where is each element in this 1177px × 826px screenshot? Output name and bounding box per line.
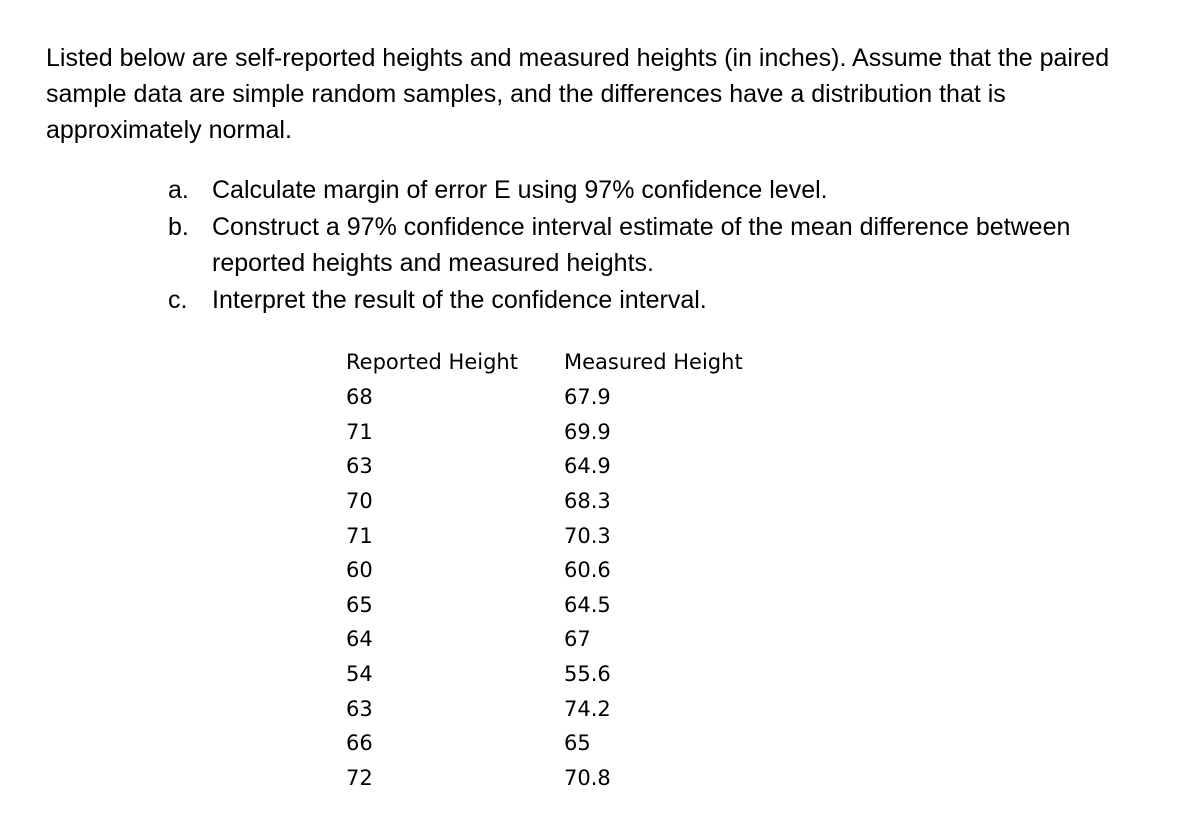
measured-cell: 65 bbox=[564, 731, 591, 756]
question-list bbox=[168, 172, 1148, 318]
column-header-reported: Reported Height bbox=[346, 350, 518, 374]
measured-cell: 64.9 bbox=[564, 454, 611, 479]
reported-cell: 54 bbox=[346, 662, 373, 687]
measured-cell: 64.5 bbox=[564, 592, 611, 617]
measured-cell: 70.3 bbox=[564, 523, 611, 548]
table-row bbox=[346, 657, 784, 692]
question-item-a bbox=[168, 172, 1148, 208]
reported-cell: 60 bbox=[346, 558, 373, 583]
table-row bbox=[346, 484, 784, 519]
measured-cell: 60.6 bbox=[564, 558, 611, 583]
table-row bbox=[346, 691, 784, 726]
table-row bbox=[346, 553, 784, 588]
question-marker: a. bbox=[168, 176, 189, 204]
question-text: Construct a 97% confidence interval estimate of the mean difference between reported heights and measured heights. bbox=[212, 213, 1071, 277]
table-row bbox=[346, 415, 784, 450]
reported-cell: 70 bbox=[346, 489, 373, 514]
question-marker: b. bbox=[168, 213, 189, 241]
question-item-c bbox=[168, 282, 1148, 318]
measured-cell: 68.3 bbox=[564, 489, 611, 514]
table-row bbox=[346, 622, 784, 657]
reported-cell: 63 bbox=[346, 454, 373, 479]
table-row bbox=[346, 761, 784, 796]
reported-cell: 71 bbox=[346, 419, 373, 444]
question-marker: c. bbox=[168, 286, 188, 314]
reported-cell: 65 bbox=[346, 592, 373, 617]
reported-cell: 68 bbox=[346, 385, 373, 410]
table-row bbox=[346, 518, 784, 553]
column-header-measured: Measured Height bbox=[564, 350, 743, 374]
table-header-row bbox=[346, 344, 784, 380]
reported-cell: 71 bbox=[346, 523, 373, 548]
height-data-table bbox=[346, 344, 784, 795]
table-row bbox=[346, 588, 784, 623]
question-item-b bbox=[168, 209, 1148, 281]
measured-cell: 55.6 bbox=[564, 662, 611, 687]
table-row bbox=[346, 449, 784, 484]
intro-paragraph: Listed below are self-reported heights and measured heights (in inches). Assume that the paired sample data are simple random samples, and the differences have a distribution that is approximately normal. bbox=[46, 44, 1110, 144]
table-row bbox=[346, 726, 784, 761]
measured-cell: 67 bbox=[564, 627, 591, 652]
question-text: Interpret the result of the confidence interval. bbox=[212, 286, 707, 314]
reported-cell: 72 bbox=[346, 765, 373, 790]
question-text: Calculate margin of error E using 97% confidence level. bbox=[212, 176, 828, 204]
measured-cell: 70.8 bbox=[564, 765, 611, 790]
reported-cell: 63 bbox=[346, 696, 373, 721]
measured-cell: 67.9 bbox=[564, 385, 611, 410]
reported-cell: 66 bbox=[346, 731, 373, 756]
measured-cell: 74.2 bbox=[564, 696, 611, 721]
measured-cell: 69.9 bbox=[564, 419, 611, 444]
table-row bbox=[346, 380, 784, 415]
reported-cell: 64 bbox=[346, 627, 373, 652]
